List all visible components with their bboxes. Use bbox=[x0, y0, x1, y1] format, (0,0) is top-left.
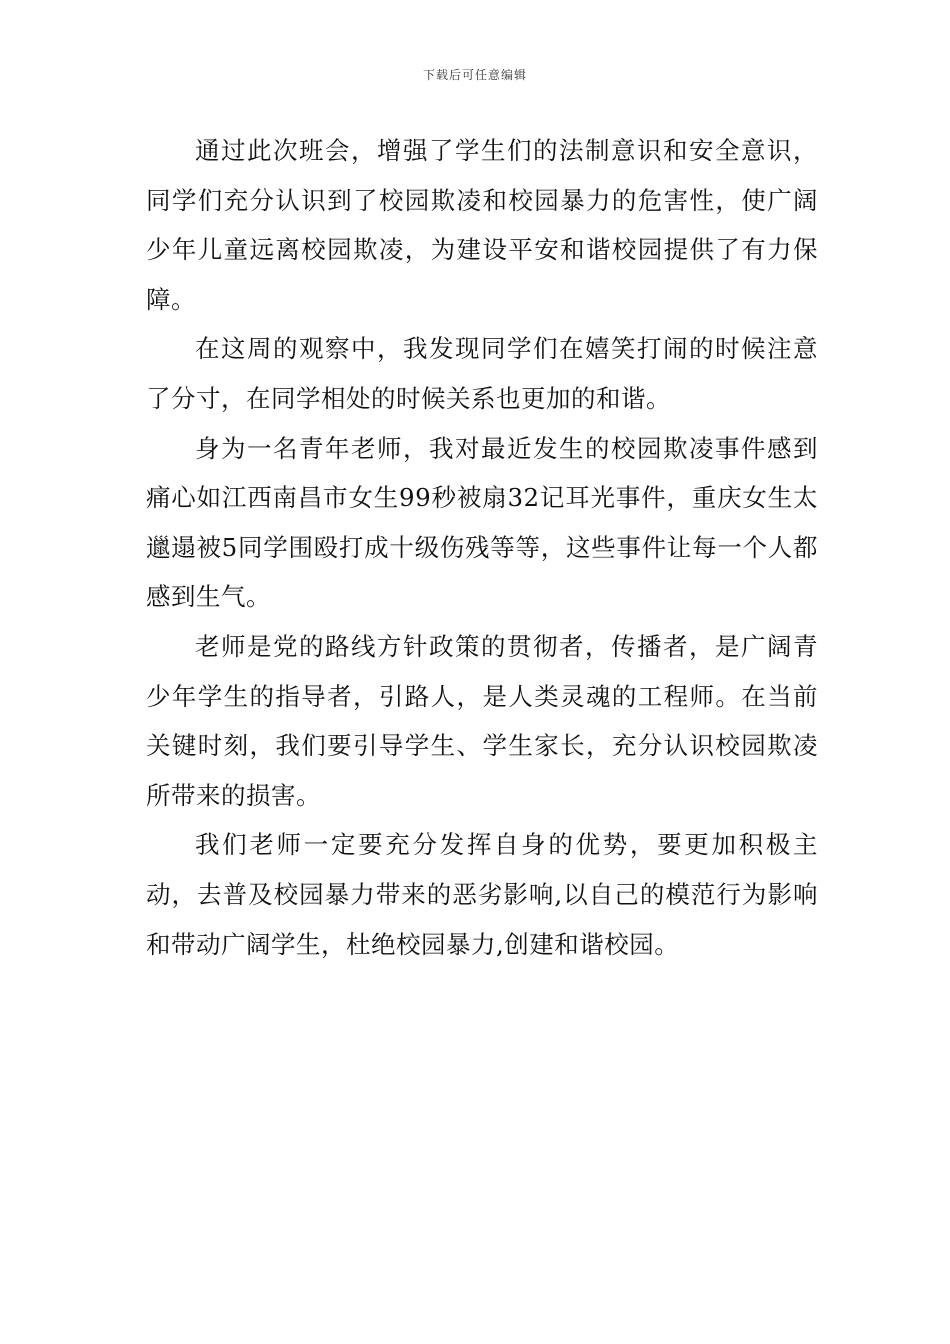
paragraph-1: 通过此次班会，增强了学生们的法制意识和安全意识，同学们充分认识到了校园欺凌和校园暴力的危害性，使广阔少年儿童远离校园欺凌，为建设平安和谐校园提供了有力保障。 bbox=[146, 136, 818, 314]
paragraph-4: 老师是党的路线方针政策的贯彻者，传播者，是广阔青少年学生的指导者，引路人，是人类灵魂的工程师。在当前关键时刻，我们要引导学生、学生家长，充分认识校园欺凌所带来的损害。 bbox=[146, 631, 818, 810]
page-header: 下载后可任意编辑 bbox=[422, 68, 527, 82]
document-body bbox=[146, 126, 818, 969]
paragraph-5: 我们老师一定要充分发挥自身的优势，要更加积极主动，去普及校园暴力带来的恶劣影响,以自己的模范行为影响和带动广阔学生，杜绝校园暴力,创建和谐校园。 bbox=[146, 830, 818, 959]
paragraph-2: 在这周的观察中，我发现同学们在嬉笑打闹的时候注意了分寸，在同学相处的时候关系也更加的和谐。 bbox=[146, 334, 818, 413]
paragraph-3: 身为一名青年老师，我对最近发生的校园欺凌事件感到痛心如江西南昌市女生99秒被扇32记耳光事件，重庆女生太邋遢被5同学围殴打成十级伤残等等，这些事件让每一个人都感到生气。 bbox=[146, 433, 818, 612]
